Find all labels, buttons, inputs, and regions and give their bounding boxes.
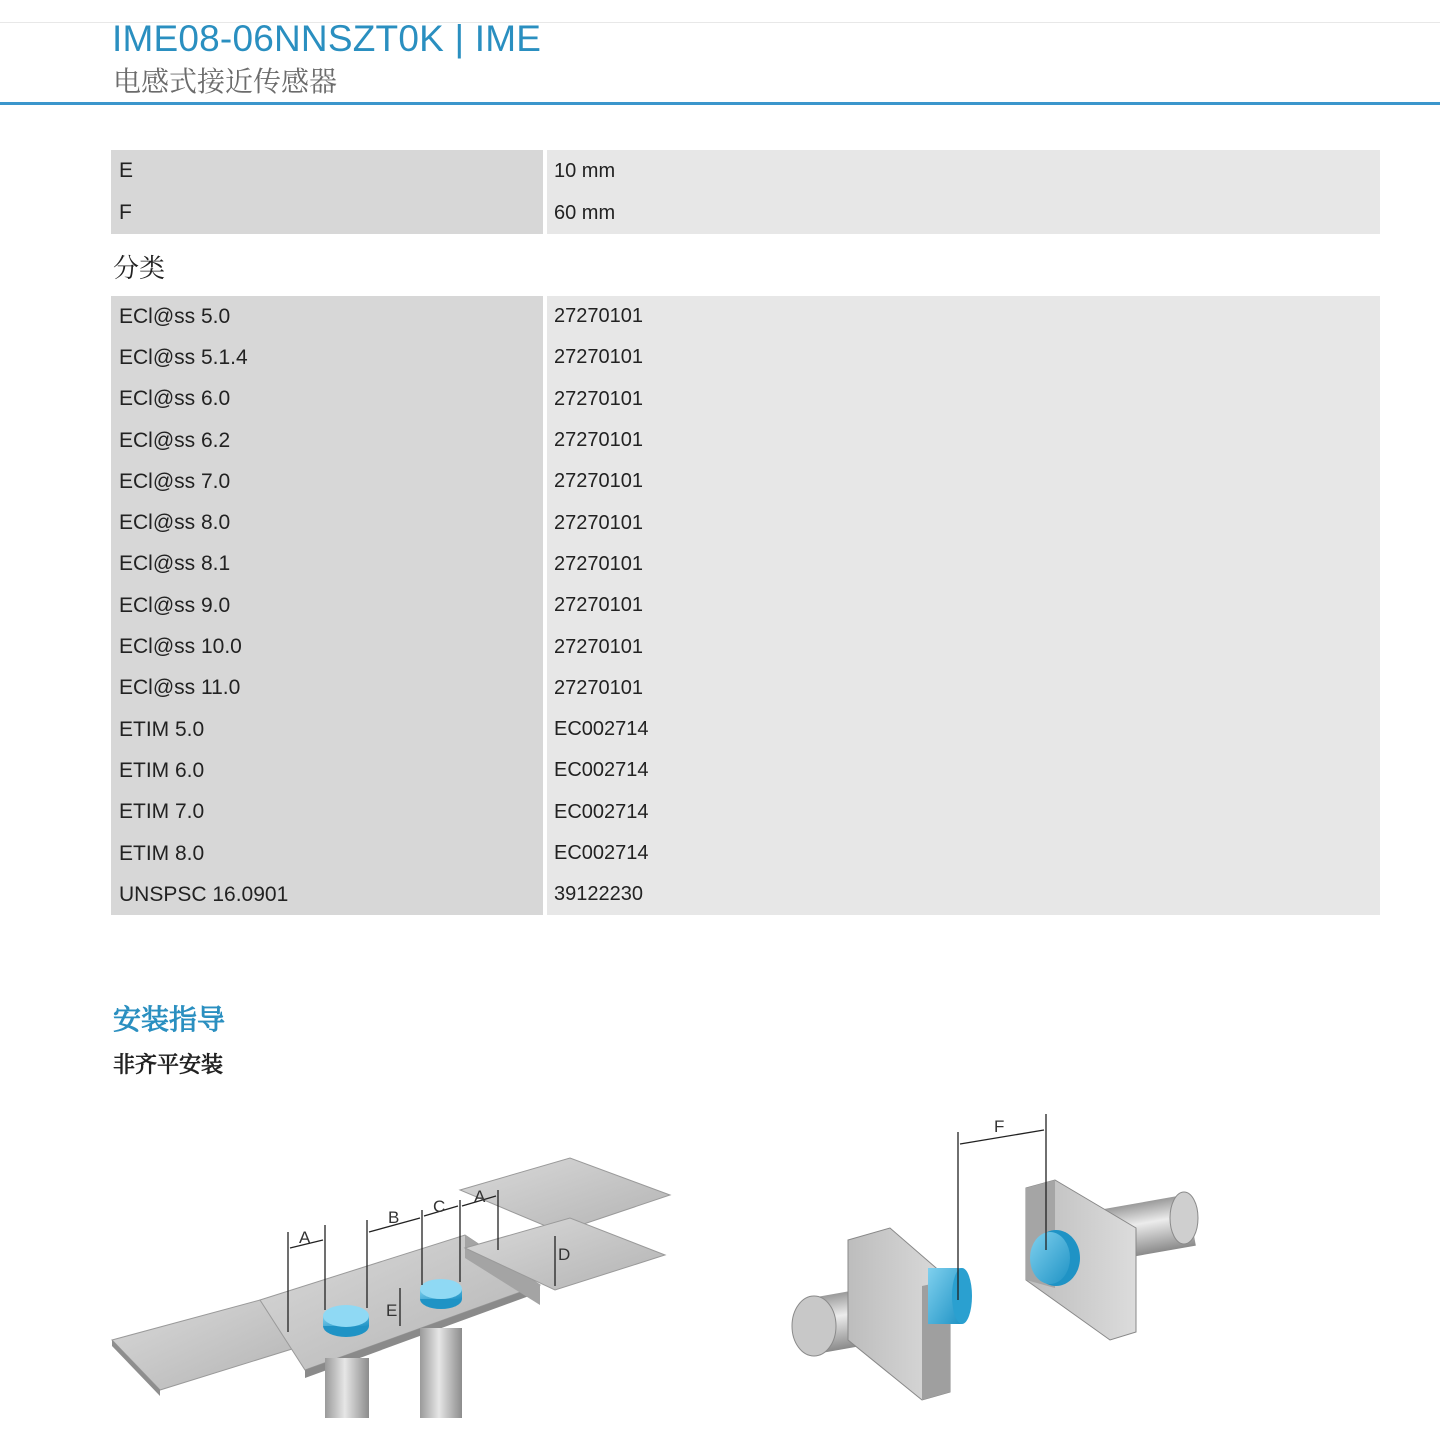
- table-row: [111, 150, 1380, 192]
- table-row: [111, 709, 1380, 750]
- table-row: [111, 379, 1380, 420]
- class-key: ECl@ss 10.0: [111, 626, 543, 667]
- class-key: UNSPSC 16.0901: [111, 874, 543, 915]
- table-row: [111, 750, 1380, 791]
- dim-label-e: E: [386, 1301, 398, 1320]
- page-subtitle: 电感式接近传感器: [113, 65, 338, 98]
- dim-label-a-right: A: [474, 1187, 486, 1206]
- class-key: ECl@ss 5.0: [111, 296, 543, 337]
- table-row: [111, 626, 1380, 667]
- class-value: 39122230: [547, 874, 1380, 915]
- table-row: [111, 833, 1380, 874]
- class-key: ECl@ss 7.0: [111, 461, 543, 502]
- class-key: ECl@ss 9.0: [111, 585, 543, 626]
- class-key: ECl@ss 6.0: [111, 379, 543, 420]
- class-value: 27270101: [547, 668, 1380, 709]
- class-value: 27270101: [547, 379, 1380, 420]
- class-value: 27270101: [547, 544, 1380, 585]
- dimension-key: F: [111, 192, 543, 234]
- dim-label-a: A: [299, 1228, 311, 1247]
- class-key: ECl@ss 5.1.4: [111, 337, 543, 378]
- class-value: EC002714: [547, 792, 1380, 833]
- class-value: 27270101: [547, 461, 1380, 502]
- table-row: [111, 461, 1380, 502]
- class-value: EC002714: [547, 833, 1380, 874]
- table-row: [111, 420, 1380, 461]
- table-row: [111, 544, 1380, 585]
- class-value: 27270101: [547, 626, 1380, 667]
- class-value: EC002714: [547, 709, 1380, 750]
- header-rule: [0, 102, 1440, 105]
- dim-label-b: B: [388, 1208, 400, 1227]
- table-row: [111, 668, 1380, 709]
- class-key: ECl@ss 11.0: [111, 668, 543, 709]
- sensor-body-right: [420, 1328, 462, 1418]
- class-key: ECl@ss 8.1: [111, 544, 543, 585]
- class-key: ETIM 6.0: [111, 750, 543, 791]
- mounting-diagram-face-to-face: [780, 1110, 1220, 1410]
- installation-subtitle: 非齐平安装: [113, 1053, 224, 1078]
- class-value: 27270101: [547, 296, 1380, 337]
- mounting-diagram-side-by-side: [100, 1140, 700, 1430]
- dimension-key: E: [111, 150, 543, 192]
- table-row: [111, 296, 1380, 337]
- sensor-body-left: [325, 1358, 369, 1418]
- table-row: [111, 502, 1380, 543]
- dimensions-table: [111, 150, 1380, 234]
- class-value: EC002714: [547, 750, 1380, 791]
- dimension-value: 60 mm: [547, 192, 1380, 234]
- table-row: [111, 585, 1380, 626]
- dimension-value: 10 mm: [547, 150, 1380, 192]
- sensor-left-face: [952, 1268, 972, 1324]
- table-row: [111, 337, 1380, 378]
- dim-label-d: D: [558, 1245, 571, 1264]
- installation-title: 安装指导: [113, 1003, 226, 1036]
- page-title: IME08-06NNSZT0K | IME: [112, 18, 542, 59]
- table-row: [111, 874, 1380, 915]
- class-key: ETIM 8.0: [111, 833, 543, 874]
- class-key: ECl@ss 6.2: [111, 420, 543, 461]
- dim-label-f: F: [994, 1117, 1005, 1136]
- table-row: [111, 192, 1380, 234]
- class-key: ECl@ss 8.0: [111, 502, 543, 543]
- class-value: 27270101: [547, 337, 1380, 378]
- class-key: ETIM 5.0: [111, 709, 543, 750]
- class-value: 27270101: [547, 502, 1380, 543]
- classification-table: [111, 296, 1380, 915]
- dim-label-c: C: [433, 1197, 446, 1216]
- class-key: ETIM 7.0: [111, 792, 543, 833]
- class-value: 27270101: [547, 585, 1380, 626]
- classification-heading: 分类: [113, 254, 166, 284]
- class-value: 27270101: [547, 420, 1380, 461]
- table-row: [111, 792, 1380, 833]
